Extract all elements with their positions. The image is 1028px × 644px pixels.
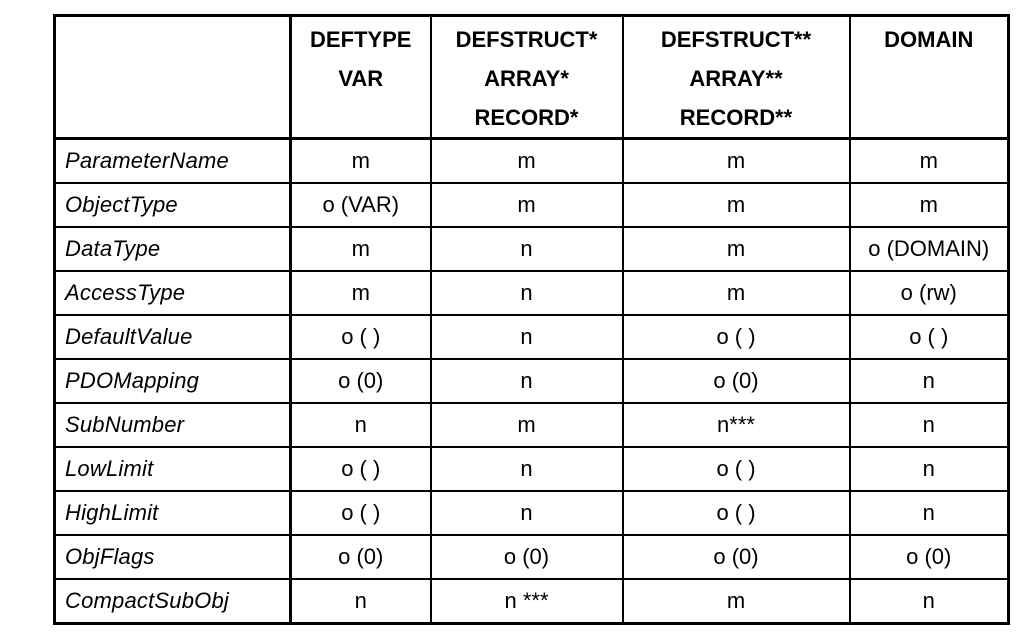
row-label: AccessType bbox=[55, 271, 291, 315]
table-cell: n bbox=[431, 315, 623, 359]
table-cell: n bbox=[850, 403, 1009, 447]
row-label: DefaultValue bbox=[55, 315, 291, 359]
table-cell: o (DOMAIN) bbox=[850, 227, 1009, 271]
table-cell: o ( ) bbox=[291, 315, 431, 359]
table-cell: o (0) bbox=[291, 359, 431, 403]
table-row bbox=[55, 535, 1009, 579]
header-corner-cell bbox=[55, 16, 291, 139]
table-cell: n bbox=[850, 447, 1009, 491]
table-cell: o (0) bbox=[291, 535, 431, 579]
header-deftype: DEFTYPE VAR bbox=[291, 16, 431, 139]
table-cell: o ( ) bbox=[623, 447, 850, 491]
table-cell: o (0) bbox=[623, 359, 850, 403]
table-cell: m bbox=[431, 403, 623, 447]
table-cell: n *** bbox=[431, 579, 623, 624]
row-label: CompactSubObj bbox=[55, 579, 291, 624]
row-label: ObjectType bbox=[55, 183, 291, 227]
table-cell: n bbox=[850, 579, 1009, 624]
table-row bbox=[55, 359, 1009, 403]
table-cell: m bbox=[850, 183, 1009, 227]
table-cell: m bbox=[291, 139, 431, 184]
table-cell: m bbox=[623, 579, 850, 624]
table-cell: o (0) bbox=[850, 535, 1009, 579]
table-cell: n*** bbox=[623, 403, 850, 447]
table-cell: o ( ) bbox=[623, 315, 850, 359]
table-cell: o (0) bbox=[431, 535, 623, 579]
table-row bbox=[55, 447, 1009, 491]
table-row bbox=[55, 403, 1009, 447]
row-label: ObjFlags bbox=[55, 535, 291, 579]
row-label: ParameterName bbox=[55, 139, 291, 184]
row-label: HighLimit bbox=[55, 491, 291, 535]
table-cell: o ( ) bbox=[291, 447, 431, 491]
table-cell: n bbox=[850, 359, 1009, 403]
table-cell: m bbox=[291, 227, 431, 271]
table-row bbox=[55, 183, 1009, 227]
header-defstruct-single: DEFSTRUCT* ARRAY* RECORD* bbox=[431, 16, 623, 139]
table-row bbox=[55, 227, 1009, 271]
table-cell: m bbox=[623, 271, 850, 315]
table-cell: n bbox=[850, 491, 1009, 535]
table-cell: m bbox=[431, 183, 623, 227]
table-row bbox=[55, 491, 1009, 535]
table-row bbox=[55, 579, 1009, 624]
table-cell: n bbox=[431, 271, 623, 315]
table-cell: o ( ) bbox=[291, 491, 431, 535]
table-cell: m bbox=[623, 139, 850, 184]
table-cell: m bbox=[431, 139, 623, 184]
table-row bbox=[55, 139, 1009, 184]
row-label: LowLimit bbox=[55, 447, 291, 491]
table-row bbox=[55, 271, 1009, 315]
table-cell: m bbox=[623, 227, 850, 271]
table-row bbox=[55, 315, 1009, 359]
table-cell: n bbox=[291, 579, 431, 624]
row-label: PDOMapping bbox=[55, 359, 291, 403]
table-cell: o ( ) bbox=[850, 315, 1009, 359]
table-cell: n bbox=[291, 403, 431, 447]
parameter-table bbox=[53, 14, 1010, 625]
row-label: DataType bbox=[55, 227, 291, 271]
table-cell: o (0) bbox=[623, 535, 850, 579]
row-label: SubNumber bbox=[55, 403, 291, 447]
table-cell: m bbox=[623, 183, 850, 227]
header-defstruct-double: DEFSTRUCT** ARRAY** RECORD** bbox=[623, 16, 850, 139]
table-cell: m bbox=[850, 139, 1009, 184]
header-row bbox=[55, 16, 1009, 139]
header-domain: DOMAIN bbox=[850, 16, 1009, 139]
table-cell: o ( ) bbox=[623, 491, 850, 535]
table-cell: n bbox=[431, 491, 623, 535]
table-body bbox=[55, 139, 1009, 624]
table-cell: m bbox=[291, 271, 431, 315]
table-cell: o (rw) bbox=[850, 271, 1009, 315]
table-cell: n bbox=[431, 447, 623, 491]
table-cell: o (VAR) bbox=[291, 183, 431, 227]
table-cell: n bbox=[431, 359, 623, 403]
table-cell: n bbox=[431, 227, 623, 271]
